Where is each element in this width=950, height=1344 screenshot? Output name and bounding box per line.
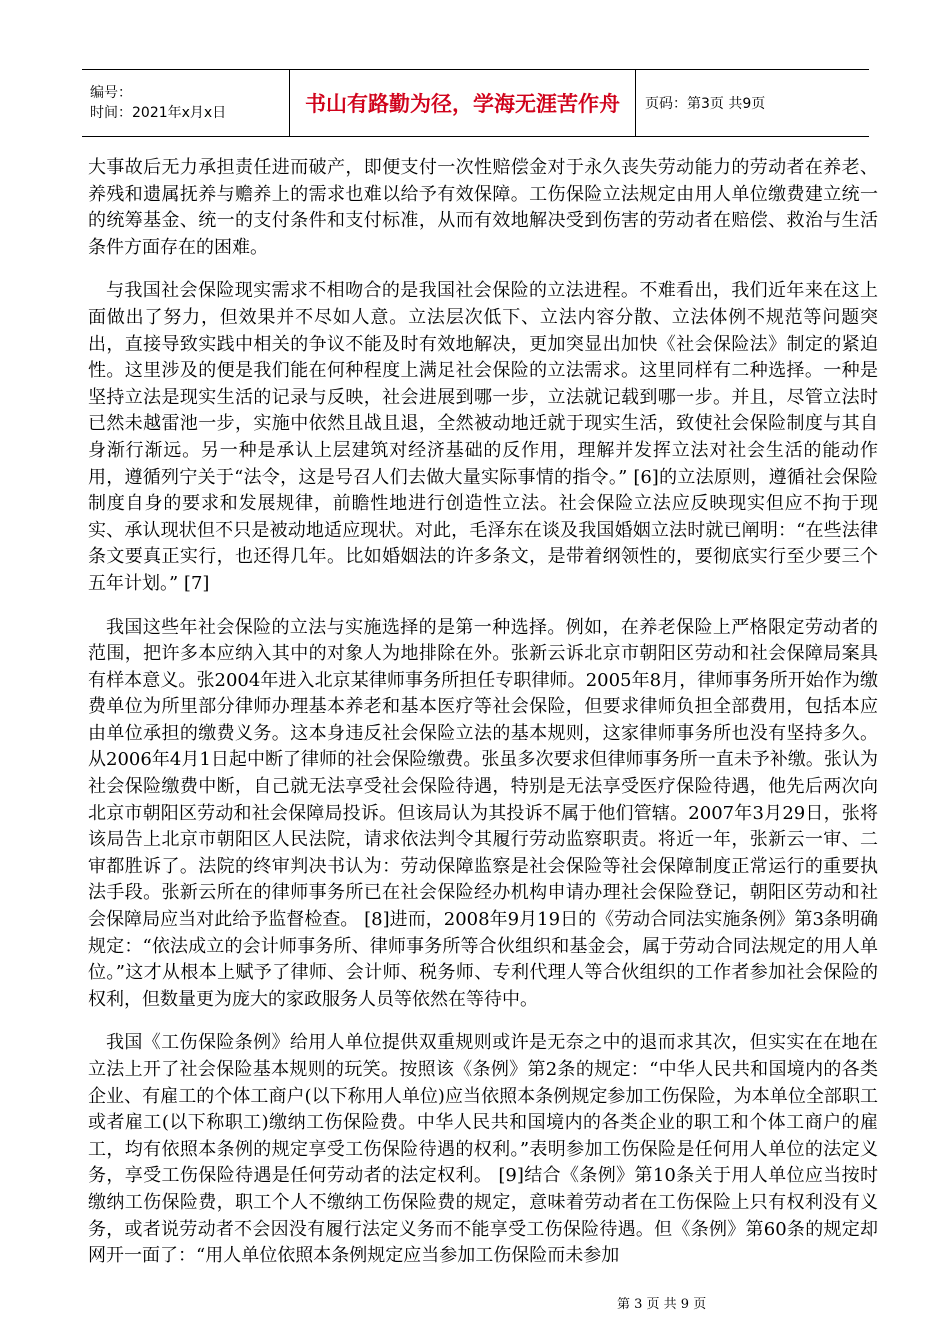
paragraph-4: 我国《工伤保险条例》给用人单位提供双重规则或许是无奈之中的退而求其次，但实实在在地在立法上开了社会保险基本规则的玩笑。按照该《条例》第2条的规定：“中华人民共和国境内的各类企业、有雇工的个体工商户(以下称用人单位)应当依照本条例规定参加工伤保险，为本单位全部职工或者雇工(以下称职工)缴纳工伤保险费。中华人民共和国境内的各类企业的职工和个体工商户的雇工，均有依照本条例的规定享受工伤保险待遇的权利。”表明参加工伤保险是任何用人单位的法定义务，享受工伤保险待遇是任何劳动者的法定权利。 [9]结合《条例》第10条关于用人单位应当按时缴纳工伤保险费，职工个人不缴纳工伤保险费的规定，意味着劳动者在工伤保险上只有权利没有义务，或者说劳动者不会因没有履行法定义务而不能享受工伤保险待遇。但《条例》第60条的规定却网开一面了：“用人单位依照本条例规定应当参加工伤保险而未参加 bbox=[88, 1032, 878, 1267]
paragraph-1: 大事故后无力承担责任进而破产，即便支付一次性赔偿金对于永久丧失劳动能力的劳动者在养老、养残和遗属抚养与赡养上的需求也难以给予有效保障。工伤保险立法规定由用人单位缴费建立统一的统筹基金、统一的支付条件和支付标准，从而有效地解决受到伤害的劳动者在赔偿、救治与生活条件方面存在的困难。 bbox=[88, 157, 878, 258]
header-info bbox=[82, 70, 289, 136]
page-footer: 第 3 页 共 9 页 bbox=[617, 1297, 707, 1312]
paragraph-3: 我国这些年社会保险的立法与实施选择的是第一种选择。例如，在养老保险上严格限定劳动者的范围，把许多本应纳入其中的对象人为地排除在外。张新云诉北京市朝阳区劳动和社会保障局案具有样本意义。张2004年进入北京某律师事务所担任专职律师。2005年8月，律师事务所开始作为缴费单位为所里部分律师办理基本养老和基本医疗等社会保险，但要求律师负担全部费用，包括本应由单位承担的缴费义务。这本身违反社会保险立法的基本规则，这家律师事务所也没有坚持多久。从2006年4月1日起中断了律师的社会保险缴费。张虽多次要求但律师事务所一直未予补缴。张认为社会保险缴费中断，自己就无法享受社会保险待遇，特别是无法享受医疗保险待遇，他先后两次向北京市朝阳区劳动和社会保障局投诉。但该局认为其投诉不属于他们管辖。2007年3月29日，张将该局告上北京市朝阳区人民法院，请求依法判令其履行劳动监察职责。将近一年，张新云一审、二审都胜诉了。法院的终审判决书认为：劳动保障监察是社会保险等社会保障制度正常运行的重要执法手段。张新云所在的律师事务所已在社会保险经办机构申请办理社会保险登记，朝阳区劳动和社会保障局应当对此给予监督检查。 [8]进而，2008年9月19日的《劳动合同法实施条例》第3条明确规定：“依法成立的会计师事务所、律师事务所等合伙组织和基金会，属于劳动合同法规定的用人单位。”这才从根本上赋予了律师、会计师、税务师、专利代理人等合伙组织的工作者参加社会保险的权利，但数量更为庞大的家政服务人员等依然在等待中。 bbox=[88, 616, 878, 1010]
time-label: 时间：2021年x月x日 bbox=[90, 105, 227, 121]
document-body bbox=[88, 155, 878, 1287]
header-page-number: 页码：第3页 共9页 bbox=[645, 96, 766, 112]
number-label: 编号： bbox=[90, 85, 132, 101]
paragraph-2: 与我国社会保险现实需求不相吻合的是我国社会保险的立法进程。不难看出，我们近年来在这上面做出了努力，但效果并不尽如人意。立法层次低下、立法内容分散、立法体例不规范等问题突出，直接导致实践中相关的争议不能及时有效地解决，更加突显出加快《社会保险法》制定的紧迫性。这里涉及的便是我们能在何种程度上满足社会保险的立法需求。这里同样有二种选择。一种是坚持立法是现实生活的记录与反映，社会进展到哪一步，立法就记载到哪一步。并且，尽管立法时已然未越雷池一步，实施中依然且战且退，全然被动地迁就于现实生活，致使社会保险制度与其自身渐行渐远。另一种是承认上层建筑对经济基础的反作用，理解并发挥立法对社会生活的能动作用，遵循列宁关于“法令，这是号召人们去做大量实际事情的指令。” [6]的立法原则，遵循社会保险制度自身的要求和发展规律，前瞻性地进行创造性立法。社会保险立法应反映现实但应不拘于现实、承认现状但不只是被动地适应现状。对此，毛泽东在谈及我国婚姻立法时就已阐明：“在些法律条文要真正实行，也还得几年。比如婚姻法的许多条文，是带着纲领性的，要彻底实行至少要三个五年计划。” [7] bbox=[88, 280, 878, 594]
header-motto: 书山有路勤为径，学海无涯苦作舟 bbox=[289, 70, 636, 136]
page-header bbox=[82, 69, 869, 137]
